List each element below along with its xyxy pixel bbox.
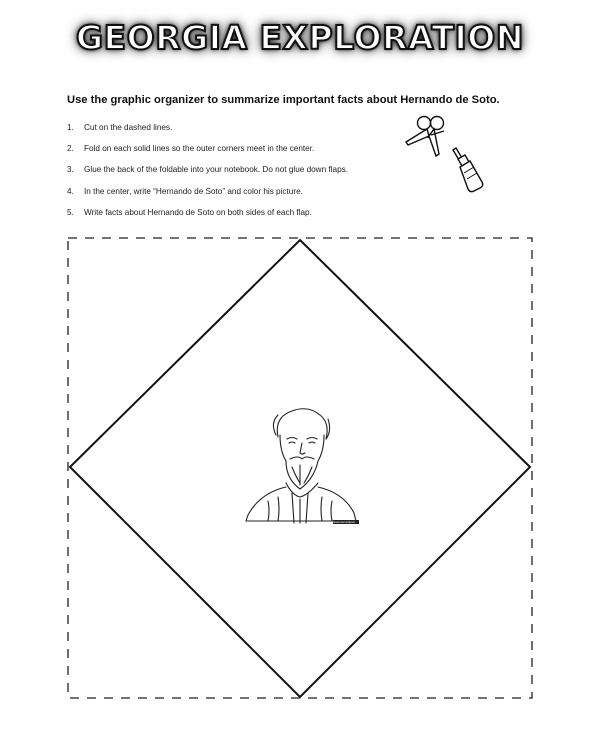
step-text: In the center, write “Hernando de Soto” and color his picture.: [84, 186, 303, 196]
step-number: 2.: [67, 144, 74, 154]
step-text: Cut on the dashed lines.: [84, 123, 173, 132]
hernando-de-soto-portrait: [240, 405, 360, 529]
step-text: Fold on each solid lines so the outer corners meet in the center.: [84, 144, 315, 154]
step-text: Write facts about Hernando de Soto on both sides of each flap.: [84, 207, 312, 217]
step-number: 5.: [67, 207, 74, 217]
step-text: Glue the back of the foldable into your notebook. Do not glue down flaps.: [84, 165, 348, 175]
clipart-credit-tag: classroomclipart: [333, 520, 359, 524]
step-number: 1.: [67, 123, 74, 132]
step-number: 3.: [67, 165, 74, 175]
step-number: 4.: [67, 186, 74, 196]
instruction-text: Use the graphic organizer to summarize important facts about Hernando de Soto.: [67, 94, 500, 106]
page-title: GEORGIA EXPLORATION: [76, 18, 524, 57]
